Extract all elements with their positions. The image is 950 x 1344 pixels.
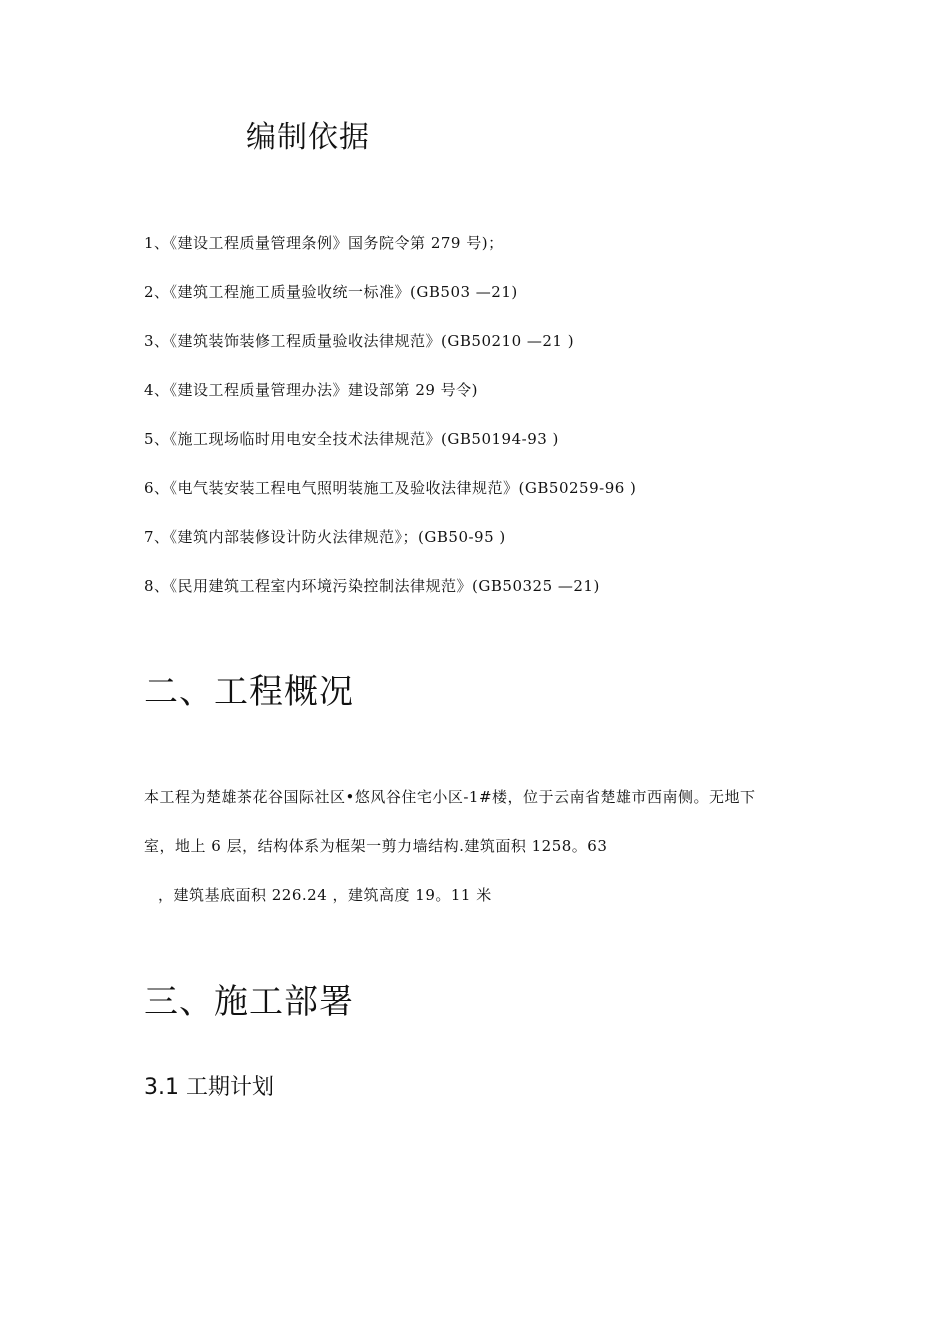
- overview-paragraph-line: 室，地上 6 层，结构体系为框架一剪力墙结构.建筑面积 1258。63: [144, 837, 608, 855]
- basis-item: 7、《建筑内部装修设计防火法律规范》；(GB50-95 ): [144, 528, 506, 546]
- basis-item: 2、《建筑工程施工质量验收统一标准》(GB503 —21): [144, 283, 518, 301]
- basis-item: 6、《电气装安装工程电气照明装施工及验收法律规范》(GB50259-96 ): [144, 479, 637, 497]
- basis-item: 1、《建设工程质量管理条例》国务院令第 279 号)；: [144, 234, 504, 252]
- overview-heading: 二、工程概况: [144, 672, 354, 712]
- basis-item: 8、《民用建筑工程室内环境污染控制法律规范》(GB50325 —21): [144, 577, 600, 595]
- deployment-heading: 三、施工部署: [144, 982, 354, 1022]
- basis-list: [144, 230, 636, 622]
- overview-paragraph-line: ，建筑基底面积 226.24 ，建筑高度 19。11 米: [158, 886, 492, 904]
- basis-heading: 编制依据: [246, 120, 370, 155]
- schedule-subheading: 3.1 工期计划: [144, 1075, 274, 1100]
- basis-item: 3、《建筑装饰装修工程质量验收法律规范》(GB50210 —21 ): [144, 332, 575, 350]
- basis-item: 4、《建设工程质量管理办法》建设部第 29 号令): [144, 381, 479, 399]
- basis-item: 5、《施工现场临时用电安全技术法律规范》(GB50194-93 ): [144, 430, 559, 448]
- overview-paragraph-line: 本工程为楚雄茶花谷国际社区•悠风谷住宅小区-1#楼，位于云南省楚雄市西南侧。无地下: [144, 788, 756, 806]
